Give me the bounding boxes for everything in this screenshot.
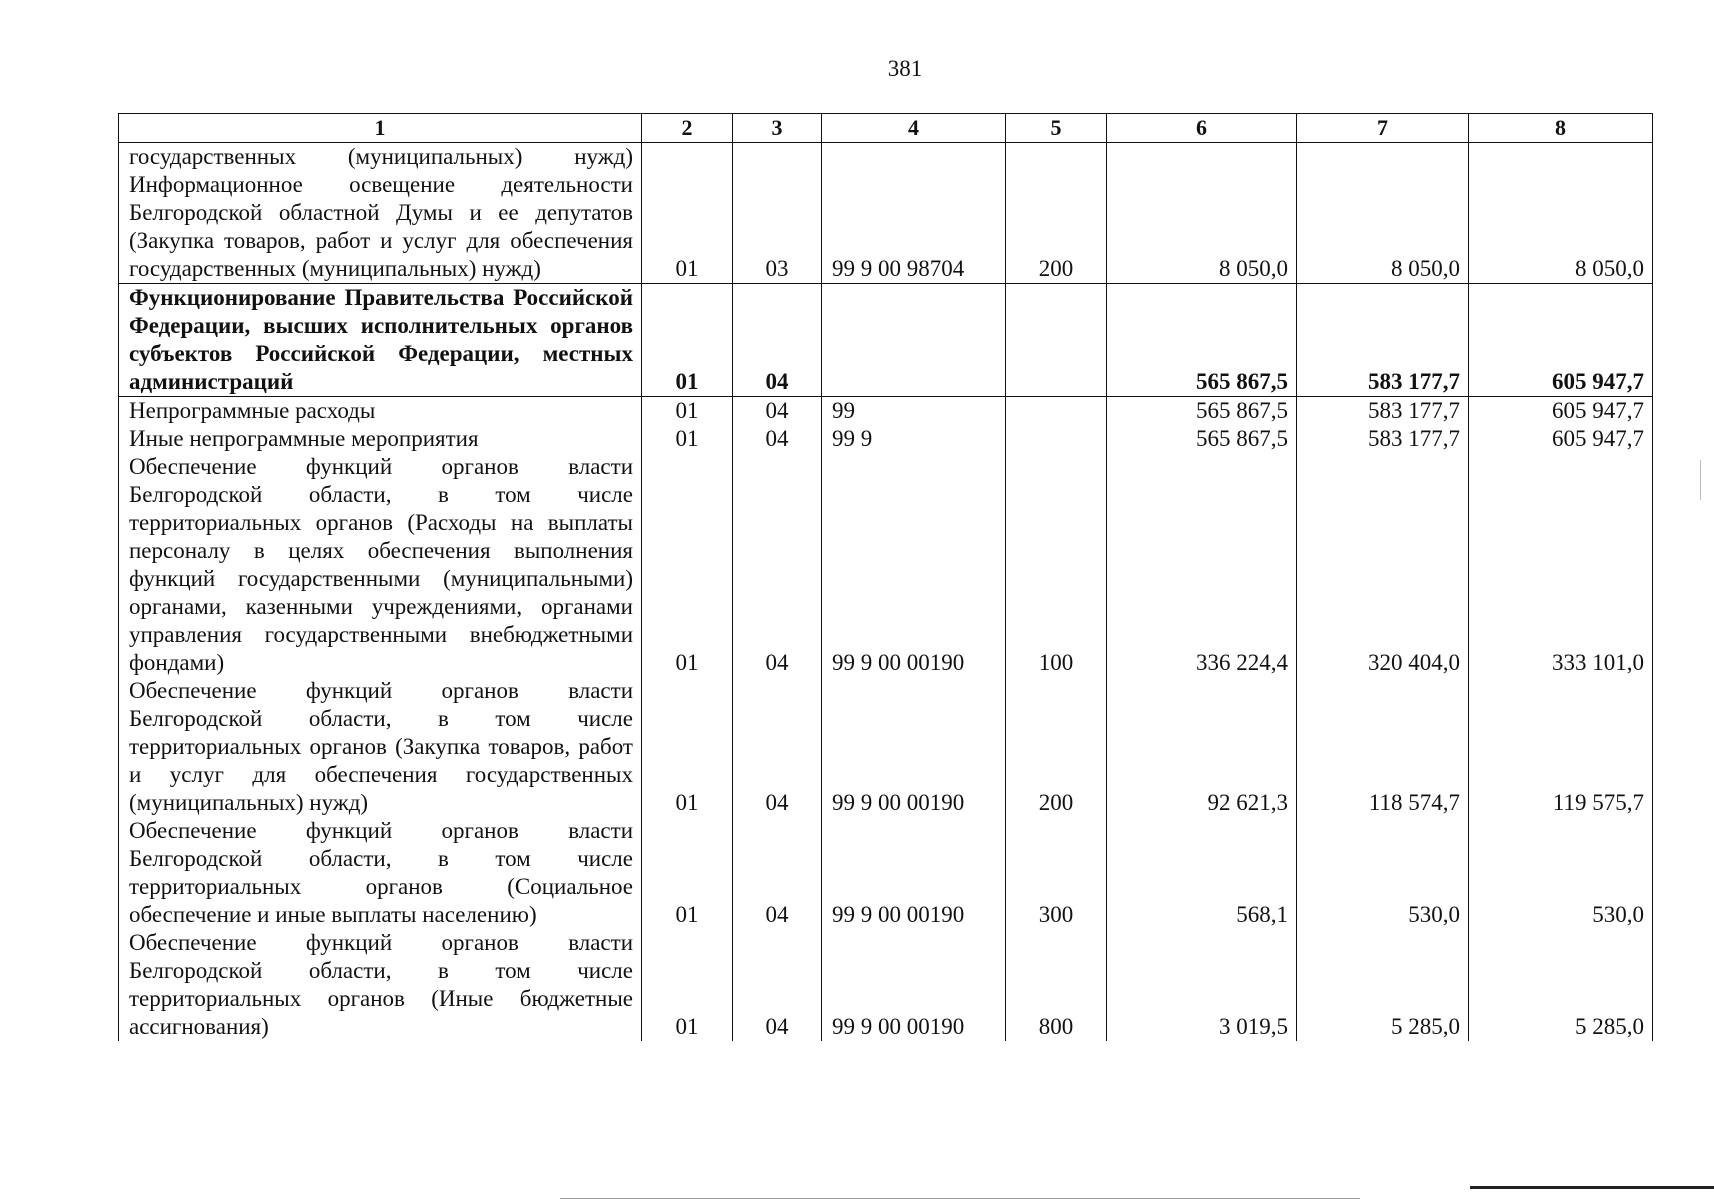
cell-amount-year2: 530,0 <box>1297 817 1469 929</box>
table-body <box>119 143 1653 1042</box>
cell-amount-year3: 119 575,7 <box>1469 677 1653 817</box>
cell-description: Непрограммные расходы <box>119 397 642 426</box>
cell-description: Обеспечение функций органов власти Белгородской области, в том числе территориальных органов (Иные бюджетные ассигнования) <box>119 929 642 1041</box>
cell-amount-year3: 605 947,7 <box>1469 397 1653 426</box>
cell-subsection: 04 <box>733 677 822 817</box>
cell-target-code: 99 9 00 98704 <box>822 143 1006 284</box>
cell-amount-year2: 583 177,7 <box>1297 284 1469 397</box>
cell-description: Иные непрограммные мероприятия <box>119 425 642 453</box>
table-header <box>119 114 1653 143</box>
cell-expense-type <box>1006 397 1107 426</box>
cell-subsection: 04 <box>733 817 822 929</box>
header-col-6: 6 <box>1107 114 1297 143</box>
table-row <box>119 677 1653 817</box>
cell-expense-type <box>1006 284 1107 397</box>
cell-description: Обеспечение функций органов власти Белгородской области, в том числе территориальных органов (Социальное обеспечение и иные выплаты населению) <box>119 817 642 929</box>
table-row <box>119 453 1653 677</box>
cell-amount-year1: 8 050,0 <box>1107 143 1297 284</box>
cell-subsection: 04 <box>733 453 822 677</box>
cell-subsection: 04 <box>733 425 822 453</box>
table-row <box>119 817 1653 929</box>
cell-target-code: 99 <box>822 397 1006 426</box>
cell-description: государственных (муниципальных) нужд) Информационное освещение деятельности Белгородской областной Думы и ее депутатов (Закупка товаров, работ и услуг для обеспечения государственных (муниципальных) нужд) <box>119 143 642 284</box>
cell-amount-year2: 320 404,0 <box>1297 453 1469 677</box>
cell-target-code: 99 9 00 00190 <box>822 817 1006 929</box>
cell-amount-year2: 8 050,0 <box>1297 143 1469 284</box>
cell-description: Обеспечение функций органов власти Белгородской области, в том числе территориальных органов (Расходы на выплаты персоналу в целях обеспечения выполнения функций государственными (муниципальными) органами, казенными учреждениями, органами управления государственными внебюджетными фондами) <box>119 453 642 677</box>
cell-amount-year3: 605 947,7 <box>1469 284 1653 397</box>
cell-section: 01 <box>642 143 733 284</box>
cell-amount-year1: 568,1 <box>1107 817 1297 929</box>
cell-subsection: 04 <box>733 929 822 1041</box>
cell-amount-year1: 565 867,5 <box>1107 284 1297 397</box>
cell-expense-type: 200 <box>1006 677 1107 817</box>
cell-subsection: 04 <box>733 284 822 397</box>
cell-expense-type: 300 <box>1006 817 1107 929</box>
cell-target-code: 99 9 <box>822 425 1006 453</box>
table-row <box>119 143 1653 284</box>
cell-amount-year3: 530,0 <box>1469 817 1653 929</box>
table-row <box>119 929 1653 1041</box>
cell-description: Функционирование Правительства Российской Федерации, высших исполнительных органов субъектов Российской Федерации, местных администраций <box>119 284 642 397</box>
cell-target-code <box>822 284 1006 397</box>
cell-amount-year1: 92 621,3 <box>1107 677 1297 817</box>
cell-expense-type <box>1006 425 1107 453</box>
cell-section: 01 <box>642 817 733 929</box>
header-col-7: 7 <box>1297 114 1469 143</box>
cell-section: 01 <box>642 453 733 677</box>
cell-description: Обеспечение функций органов власти Белгородской области, в том числе территориальных органов (Закупка товаров, работ и услуг для обеспечения государственных (муниципальных) нужд) <box>119 677 642 817</box>
header-col-5: 5 <box>1006 114 1107 143</box>
cell-amount-year1: 336 224,4 <box>1107 453 1297 677</box>
table-row <box>119 284 1653 397</box>
table-row <box>119 397 1653 426</box>
cell-amount-year1: 3 019,5 <box>1107 929 1297 1041</box>
cell-section: 01 <box>642 397 733 426</box>
page-corner-line <box>1470 1186 1714 1189</box>
page-number: 381 <box>887 56 923 81</box>
page-bottom-line <box>560 1198 1360 1199</box>
cell-amount-year2: 5 285,0 <box>1297 929 1469 1041</box>
cell-amount-year3: 5 285,0 <box>1469 929 1653 1041</box>
cell-section: 01 <box>642 425 733 453</box>
cell-expense-type: 200 <box>1006 143 1107 284</box>
header-col-4: 4 <box>822 114 1006 143</box>
table-row <box>119 425 1653 453</box>
cell-amount-year2: 583 177,7 <box>1297 425 1469 453</box>
header-col-8: 8 <box>1469 114 1653 143</box>
cell-target-code: 99 9 00 00190 <box>822 929 1006 1041</box>
cell-amount-year3: 605 947,7 <box>1469 425 1653 453</box>
header-row <box>119 114 1653 143</box>
cell-expense-type: 800 <box>1006 929 1107 1041</box>
cell-target-code: 99 9 00 00190 <box>822 677 1006 817</box>
header-col-3: 3 <box>733 114 822 143</box>
cell-amount-year2: 118 574,7 <box>1297 677 1469 817</box>
cell-expense-type: 100 <box>1006 453 1107 677</box>
header-col-2: 2 <box>642 114 733 143</box>
cell-section: 01 <box>642 677 733 817</box>
header-col-1: 1 <box>119 114 642 143</box>
cell-subsection: 04 <box>733 397 822 426</box>
cell-amount-year1: 565 867,5 <box>1107 425 1297 453</box>
cell-target-code: 99 9 00 00190 <box>822 453 1006 677</box>
cell-amount-year2: 583 177,7 <box>1297 397 1469 426</box>
cell-section: 01 <box>642 929 733 1041</box>
cell-section: 01 <box>642 284 733 397</box>
page-edge-mark <box>1700 460 1701 500</box>
cell-amount-year1: 565 867,5 <box>1107 397 1297 426</box>
cell-subsection: 03 <box>733 143 822 284</box>
budget-table <box>118 113 1653 1041</box>
cell-amount-year3: 8 050,0 <box>1469 143 1653 284</box>
cell-amount-year3: 333 101,0 <box>1469 453 1653 677</box>
